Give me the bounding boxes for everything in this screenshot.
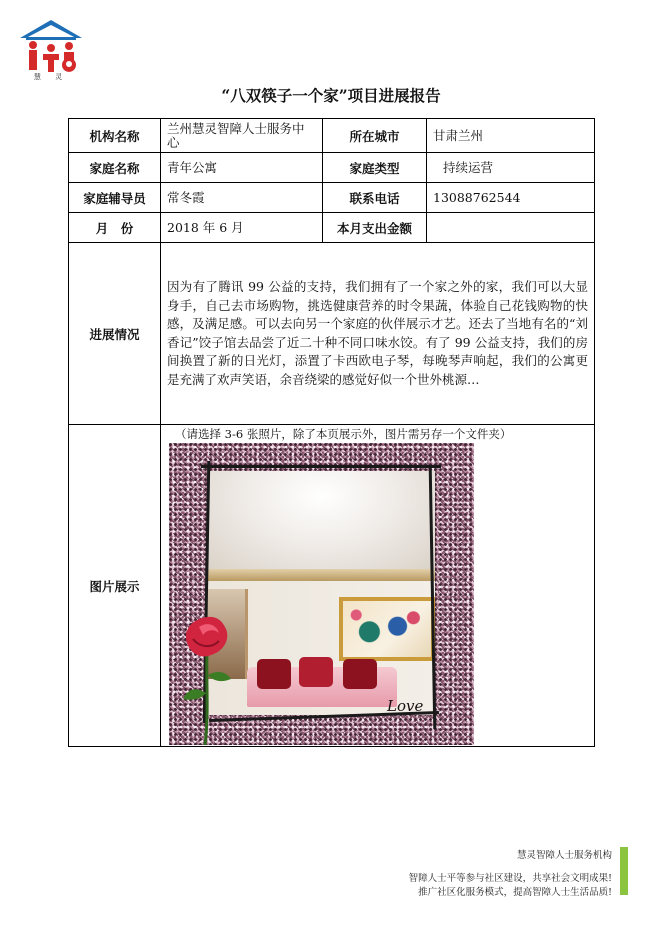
expense-label: 本月支出金额	[323, 213, 427, 243]
family-type-label: 家庭类型	[323, 153, 427, 183]
room-photo[interactable]	[169, 443, 474, 745]
logo-caption: 慧 灵	[33, 73, 69, 81]
progress-text[interactable]: 因为有了腾讯 99 公益的支持，我们拥有了一个家之外的家，我们可以大显身手，自己去市场购物，挑选健康营养的时令果蔬，体验自己花钱购物的快感，及满足感。可以去向另一个家庭的伙伴展示才艺。还去了当地有名的“刘香记”饺子馆去品尝了近二十种不同口味水饺。有了 99 公益支持，我们的房间换置了新的日光灯，添置了卡西欧电子琴，每晚琴声响起，我们的公寓更是充满了欢声笑语，余音绕梁的感觉好似一个世外桃源…	[161, 243, 595, 425]
photos-cell	[161, 425, 595, 747]
org-value[interactable]: 兰州慧灵智障人士服务中心	[161, 119, 323, 153]
org-label: 机构名称	[69, 119, 161, 153]
month-value[interactable]: 2018 年 6 月	[161, 213, 323, 243]
photo-room-interior	[207, 471, 435, 715]
tutor-label: 家庭辅导员	[69, 183, 161, 213]
photos-label: 图片展示	[69, 425, 161, 747]
photos-note: （请选择 3-6 张照片，除了本页展示外，图片需另存一个文件夹）	[175, 426, 512, 441]
table-row	[69, 243, 595, 425]
phone-value[interactable]: 13088762544	[427, 183, 595, 213]
footer-slogan-1: 智障人士平等参与社区建设，共享社会文明成果!	[408, 873, 612, 884]
photo-love-text: Love	[387, 696, 424, 715]
city-value[interactable]: 甘肃兰州	[427, 119, 595, 153]
footer-accent-bar	[620, 847, 628, 895]
report-form-table	[68, 118, 595, 747]
tutor-value[interactable]: 常冬霞	[161, 183, 323, 213]
expense-value[interactable]	[427, 213, 595, 243]
family-value[interactable]: 青年公寓	[161, 153, 323, 183]
footer-slogan-2: 推广社区化服务模式，提高智障人士生活品质!	[418, 887, 612, 898]
progress-label: 进展情况	[69, 243, 161, 425]
table-row	[69, 153, 595, 183]
peacock-painting	[339, 597, 435, 661]
phone-label: 联系电话	[323, 183, 427, 213]
rose-decoration-icon	[179, 613, 235, 745]
month-label: 月 份	[69, 213, 161, 243]
family-type-value[interactable]: 持续运营	[427, 153, 595, 183]
report-title: “八双筷子一个家”项目进展报告	[221, 86, 441, 105]
table-row	[69, 425, 595, 747]
family-label: 家庭名称	[69, 153, 161, 183]
table-row	[69, 183, 595, 213]
city-label: 所在城市	[323, 119, 427, 153]
table-row	[69, 213, 595, 243]
footer-organization: 慧灵智障人士服务机构	[516, 850, 612, 861]
table-row	[69, 119, 595, 153]
